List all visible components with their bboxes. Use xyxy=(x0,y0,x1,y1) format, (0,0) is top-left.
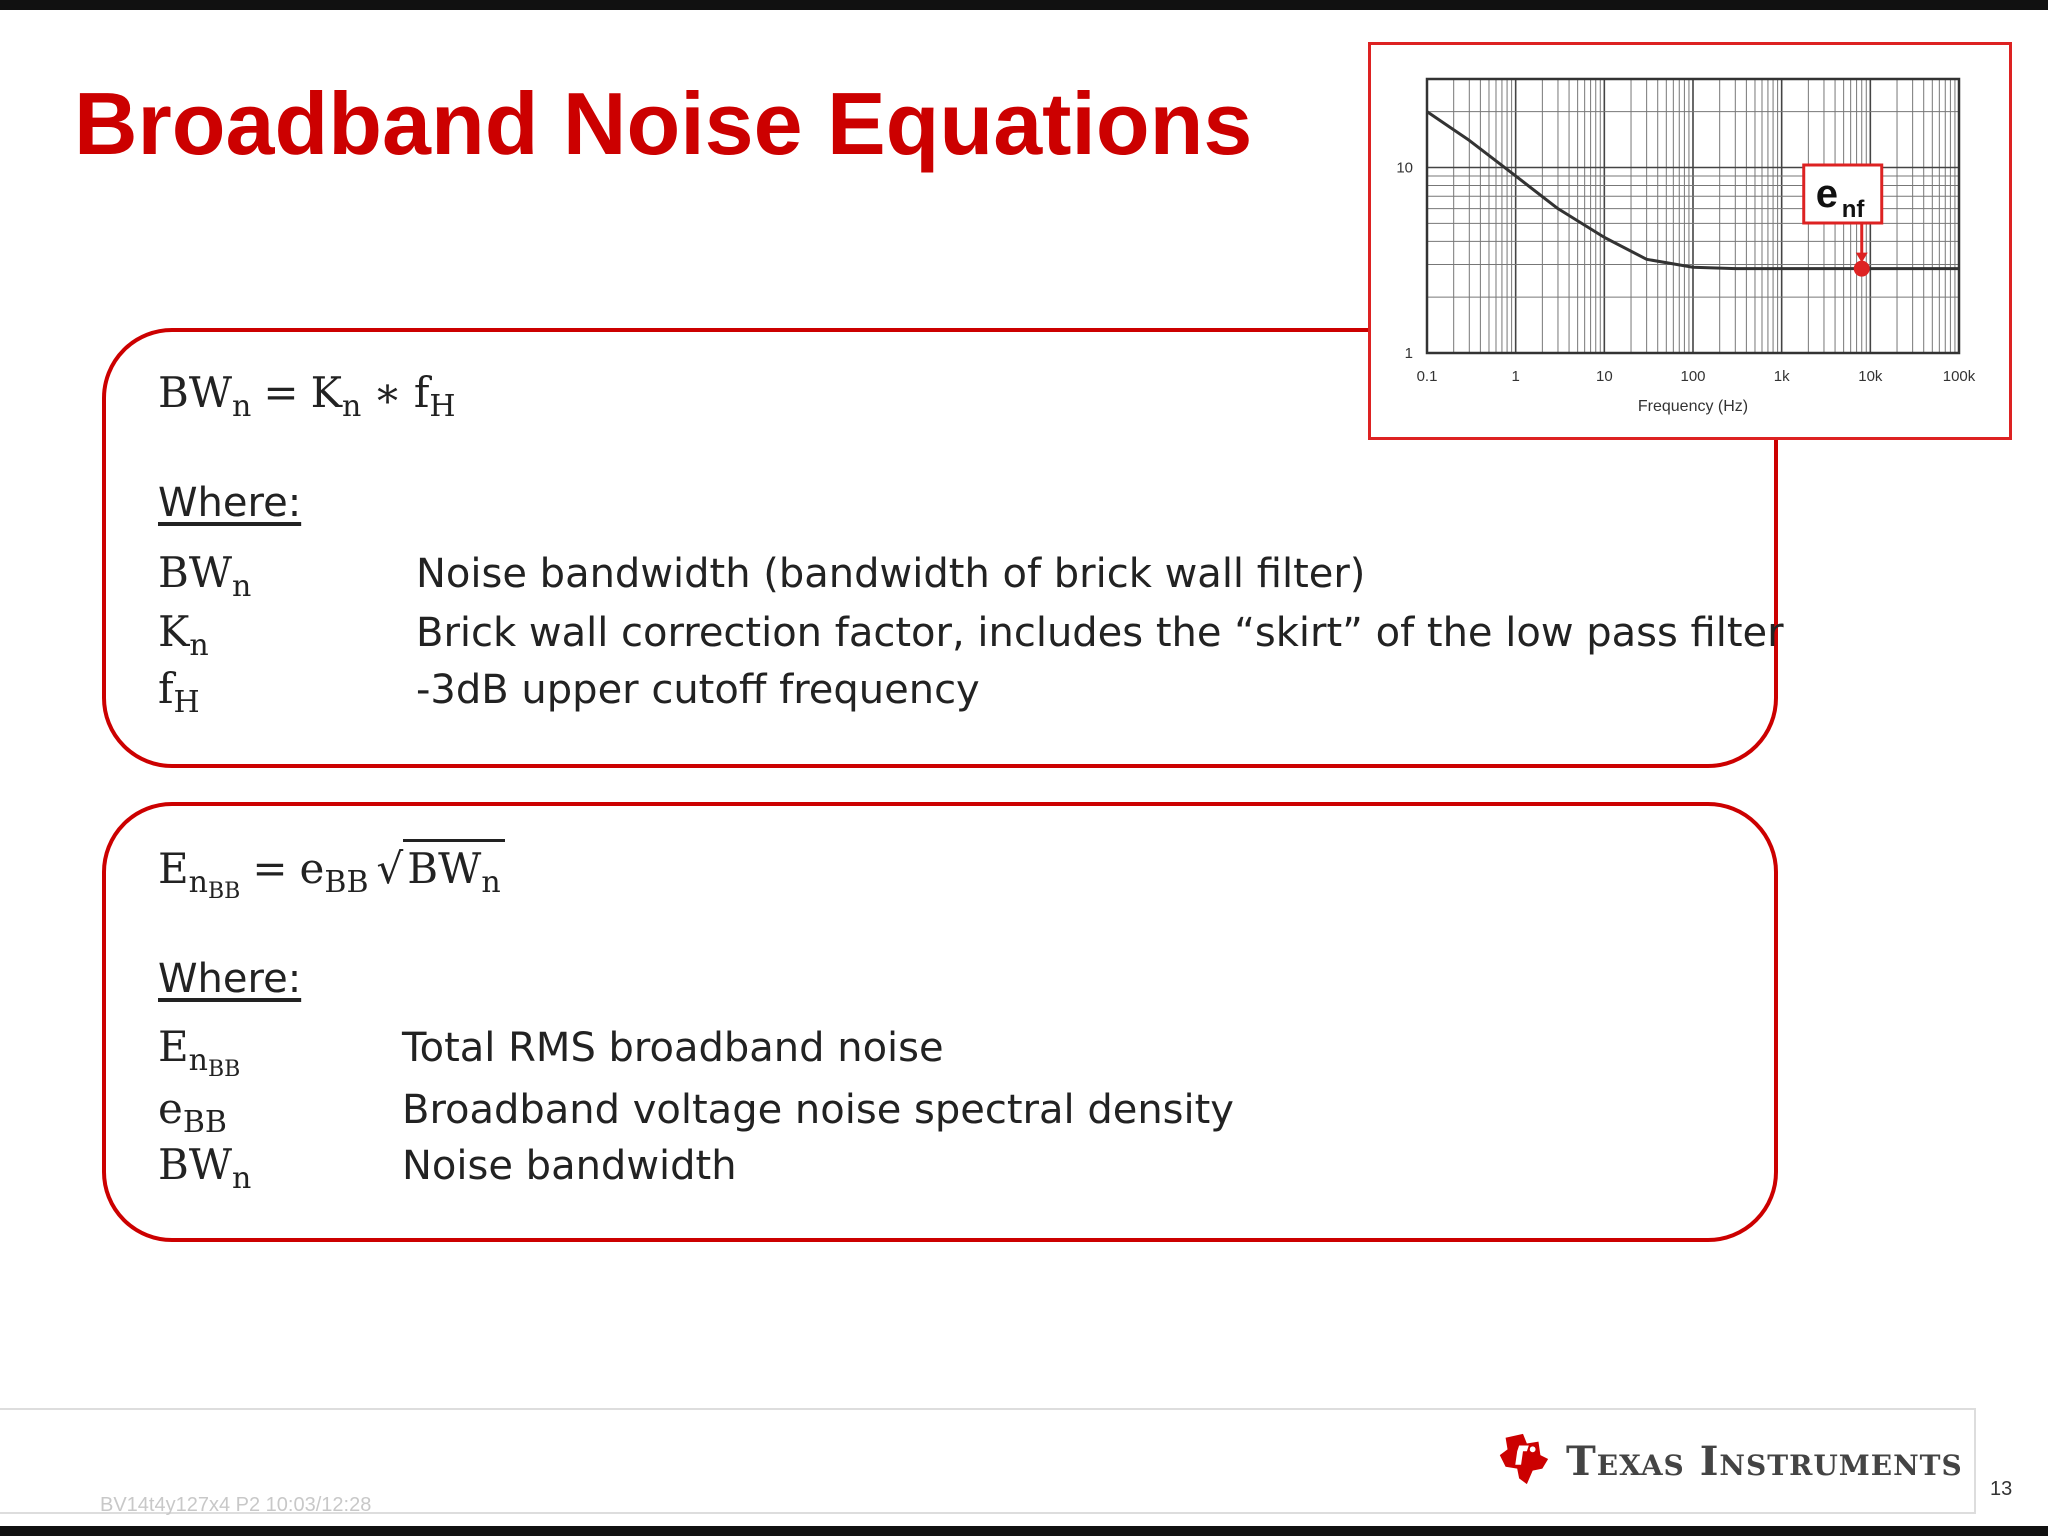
definition-symbol: $e_{BB}$ xyxy=(158,1084,227,1140)
definition-row xyxy=(158,548,1365,604)
top-bar xyxy=(0,0,2048,10)
x-tick-label: 10k xyxy=(1858,368,1883,385)
formula-lhs: E xyxy=(158,844,189,893)
definition-symbol: $BW_n$ xyxy=(158,548,252,604)
x-tick-label: 100k xyxy=(1942,368,1976,385)
noise-density-plot xyxy=(1368,42,2012,440)
where-label: Where: xyxy=(158,480,302,526)
definition-description: Noise bandwidth xyxy=(402,1143,737,1189)
definition-row xyxy=(158,607,1784,663)
page-number: 13 xyxy=(1990,1478,2013,1500)
broadband-noise-formula xyxy=(158,844,505,904)
noise-density-chart xyxy=(1371,45,2009,437)
annotation-label-sub: nf xyxy=(1841,196,1865,223)
ti-brand-wordmark: Texas Instruments xyxy=(1566,1438,1963,1485)
annotation-label: e xyxy=(1815,172,1838,216)
y-tick-label: 10 xyxy=(1396,159,1413,177)
x-tick-label: 1 xyxy=(1511,368,1520,385)
equals-sign: = xyxy=(252,844,288,893)
definition-description: Total RMS broadband noise xyxy=(402,1025,944,1071)
formula-e-sub: BB xyxy=(324,865,369,900)
definition-symbol: $BW_n$ xyxy=(158,1140,252,1196)
formula-lhs: BW xyxy=(158,368,233,417)
formula-f: f xyxy=(413,368,430,417)
where-label: Where: xyxy=(158,956,302,1002)
x-tick-label: 0.1 xyxy=(1416,368,1438,385)
broadband-noise-equation-box xyxy=(102,802,1778,1242)
formula-k-sub: n xyxy=(341,389,362,424)
definition-row xyxy=(158,1022,944,1082)
x-axis-label: Frequency (Hz) xyxy=(1637,398,1749,415)
square-root: $√BW_n$ xyxy=(377,844,505,893)
formula-lhs-subsub: BB xyxy=(208,879,241,904)
x-tick-label: 1k xyxy=(1773,368,1790,385)
formula-lhs-sub: n xyxy=(232,389,252,424)
definition-description: Noise bandwidth (bandwidth of brick wall filter) xyxy=(416,551,1366,597)
definition-description: -3dB upper cutoff frequency xyxy=(416,667,980,713)
formula-lhs-sub: n xyxy=(188,865,208,900)
definition-description: Brick wall correction factor, includes the “skirt” of the low pass filter xyxy=(416,610,1784,656)
formula-k: K xyxy=(310,368,342,417)
noise-bandwidth-formula xyxy=(158,368,456,424)
ti-logo-icon xyxy=(1494,1430,1552,1488)
formula-e: e xyxy=(299,844,325,893)
x-tick-label: 100 xyxy=(1680,368,1706,385)
video-watermark: BV14t4y127x4 P2 10:03/12:28 xyxy=(100,1494,372,1516)
definition-row xyxy=(158,1140,737,1196)
definition-row xyxy=(158,664,980,720)
definition-symbol: $K_n$ xyxy=(158,607,209,663)
definition-symbol: $f_H$ xyxy=(158,664,200,720)
formula-f-sub: H xyxy=(429,389,456,424)
bottom-bar xyxy=(0,1526,2048,1536)
annotation-point xyxy=(1854,261,1870,277)
multiply-sign: ∗ xyxy=(373,368,402,417)
definition-row xyxy=(158,1084,1234,1140)
y-tick-label: 1 xyxy=(1404,345,1413,362)
definition-symbol: $E_{n_{BB}}$ xyxy=(158,1022,241,1082)
x-tick-label: 10 xyxy=(1595,368,1613,385)
definition-description: Broadband voltage noise spectral density xyxy=(402,1087,1234,1133)
equals-sign: = xyxy=(263,368,299,417)
slide-title: Broadband Noise Equations xyxy=(74,74,1253,173)
